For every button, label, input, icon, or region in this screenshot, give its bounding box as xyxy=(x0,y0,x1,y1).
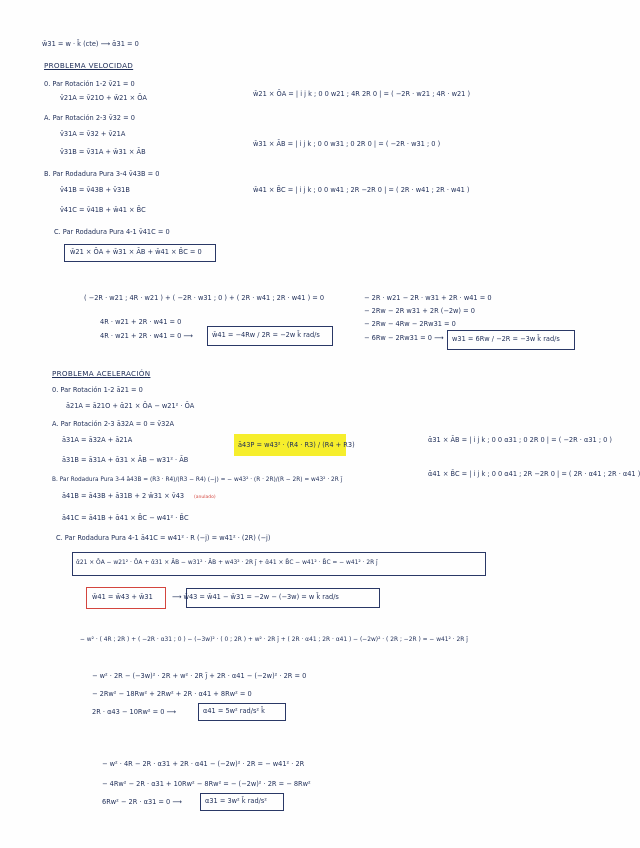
vel-r3: − 2Rw − 4Rw − 2Rw31 = 0 xyxy=(364,320,456,328)
vel-r4: − 6Rw − 2Rw31 = 0 ⟶ xyxy=(364,334,444,342)
vel-r1: − 2R · w21 − 2R · w31 + 2R · w41 = 0 xyxy=(364,294,492,302)
vel-cross1: w̄21 × ŌA = | i j k ; 0 0 w21 ; 4R 2R 0 | = ( −2R · w21 ; 4R · w21 ) xyxy=(253,90,471,98)
vel-stepA-eq2: v̄31B = v̄31A + w̄31 × ĀB xyxy=(60,148,146,156)
acc-y1: − w² · 4R − 2R · α31 + 2R · α41 − (−2w)² · 2R = − w41² · 2R xyxy=(102,760,305,768)
acc-big-equation: − w² · ( 4R ; 2R ) + ( −2R · α31 ; 0 ) − (−3w)² · ( 0 ; 2R ) + w² · 2R j̄ + ( 2R · α41 ; 2R · α41 ) − (−2w)² · ( 2R ; −2R ) = − w41² · 2R j̄ xyxy=(80,637,468,643)
vel-stepA-title: A. Par Rotación 2-3 v̄32 = 0 xyxy=(44,114,135,122)
velocity-heading: PROBLEMA VELOCIDAD xyxy=(44,61,134,70)
acc-crossB: ᾱ41 × B̄C = | i j k ; 0 0 α41 ; 2R −2R 0 | = ( 2R · α41 ; 2R · α41 ) xyxy=(428,470,640,478)
vel-cross3: w̄41 × B̄C = | i j k ; 0 0 w41 ; 2R −2R 0 | = ( 2R · w41 ; 2R · w41 ) xyxy=(253,186,470,194)
acc-stepB-eq1: ā41B = ā43B + ā31B + 2 w̄31 × v̄43 xyxy=(62,492,185,500)
vel-cross2: w̄31 × ĀB = | i j k ; 0 0 w31 ; 0 2R 0 | = ( −2R · w31 ; 0 ) xyxy=(253,140,441,148)
vel-stepC-title: C. Par Rodadura Pura 4-1 v̄41C = 0 xyxy=(54,228,170,236)
vel-stepA-eq1: v̄31A = v̄32 + v̄21A xyxy=(60,130,126,138)
vel-r2: − 2Rw − 2R w31 + 2R (−2w) = 0 xyxy=(364,307,475,315)
acc-w43: ⟶ w̄43 = w̄41 − w̄31 = −2w − (−3w) = w k̄ rad/s xyxy=(172,593,339,601)
vel-w41-result: w̄41 = −4Rw / 2R = −2w k̄ rad/s xyxy=(212,331,320,339)
acc-step0-title: 0. Par Rotación 1-2 ā21 = 0 xyxy=(52,386,143,394)
vel-w31-result: w31 = 6Rw / −2R = −3w k̄ rad/s xyxy=(452,335,560,343)
acc-step0-eq: ā21A = ā21O + ᾱ21 × ŌA − w21² · ŌA xyxy=(66,402,195,410)
vel-lin2: 4R · w21 + 2R · w41 = 0 ⟶ xyxy=(100,332,193,340)
vel-stepB-eq2: v̄41C = v̄41B + w̄41 × B̄C xyxy=(60,206,146,214)
acc-a31-result: α31 = 3w² k̄ rad/s² xyxy=(205,797,267,805)
acc-y2: − 4Rw² − 2R · α31 + 10Rw² − 8Rw² = − (−2w)² · 2R = − 8Rw² xyxy=(102,780,311,788)
acc-red-box-text: w̄41 = w̄43 + w̄31 xyxy=(92,593,153,601)
vel-step0-eq: v̄21A = v̄21O + w̄21 × ŌA xyxy=(60,94,147,102)
vel-stepB-eq1: v̄41B = v̄43B + v̄31B xyxy=(60,186,130,194)
acc-x2: − 2Rw² − 18Rw² + 2Rw² + 2R · α41 + 8Rw² = 0 xyxy=(92,690,252,698)
acc-stepA-title: A. Par Rotación 2-3 ā32A = 0 = v̄32A xyxy=(52,420,175,428)
acc-boxed-text: ᾱ21 × ŌA − w21² · ŌA + ᾱ31 × ĀB − w31² · ĀB + w43² · 2R j̄ + ᾱ41 × B̄C − w41² · B̄C = − w41² · 2R j̄ xyxy=(76,560,378,566)
acc-a41-result: α41 = 5w² rad/s² k̄ xyxy=(203,707,265,715)
acc-stepB-title: B. Par Rodadura Pura 3-4 ā43B = (R3 · R4)/(R3 − R4) (−j) = − w43² · (R · 2R)/(R − 2R) = w43² · 2R j̄ xyxy=(52,477,343,483)
vel-sum: ( −2R · w21 ; 4R · w21 ) + ( −2R · w31 ; 0 ) + ( 2R · w41 ; 2R · w41 ) = 0 xyxy=(84,294,325,302)
acceleration-heading: PROBLEMA ACELERACIÓN xyxy=(52,369,151,378)
acc-crossA: ᾱ31 × ĀB = | i j k ; 0 0 α31 ; 0 2R 0 | = ( −2R · α31 ; 0 ) xyxy=(428,436,613,444)
acc-stepC-title: C. Par Rodadura Pura 4-1 ā41C = w41² · R (−j) = w41² · (2R) (−j) xyxy=(56,534,271,542)
vel-step0-title: 0. Par Rotación 1-2 v̄21 = 0 xyxy=(44,80,135,88)
vel-lin1: 4R · w21 + 2R · w41 = 0 xyxy=(100,318,182,326)
acc-stepB-note: (anulado) xyxy=(194,495,216,500)
acc-x1: − w² · 2R − (−3w)² · 2R + w² · 2R j̄ + 2R · α41 − (−2w)² · 2R = 0 xyxy=(92,672,307,680)
acc-stepA-eq2: ā31B = ā31A + ᾱ31 × ĀB − w31² · ĀB xyxy=(62,456,189,464)
highlighted-formula: ā43P = w43² · (R4 · R3) / (R4 + R3) xyxy=(238,441,355,449)
angular-velocity-statement: w̄31 = w · k̄ (cte) ⟶ ᾱ31 = 0 xyxy=(42,40,139,48)
vel-boxed-text: w̄21 × ŌA + w̄31 × ĀB + w̄41 × B̄C = 0 xyxy=(70,248,202,256)
acc-stepA-eq1: ā31A = ā32A + ā21A xyxy=(62,436,133,444)
acc-x3: 2R · α43 − 10Rw² = 0 ⟶ xyxy=(92,708,176,716)
acc-stepB-eq2: ā41C = ā41B + ᾱ41 × B̄C − w41² · B̄C xyxy=(62,514,189,522)
acc-y3: 6Rw² − 2R · α31 = 0 ⟶ xyxy=(102,798,182,806)
vel-stepB-title: B. Par Rodadura Pura 3-4 v̄43B = 0 xyxy=(44,170,160,178)
